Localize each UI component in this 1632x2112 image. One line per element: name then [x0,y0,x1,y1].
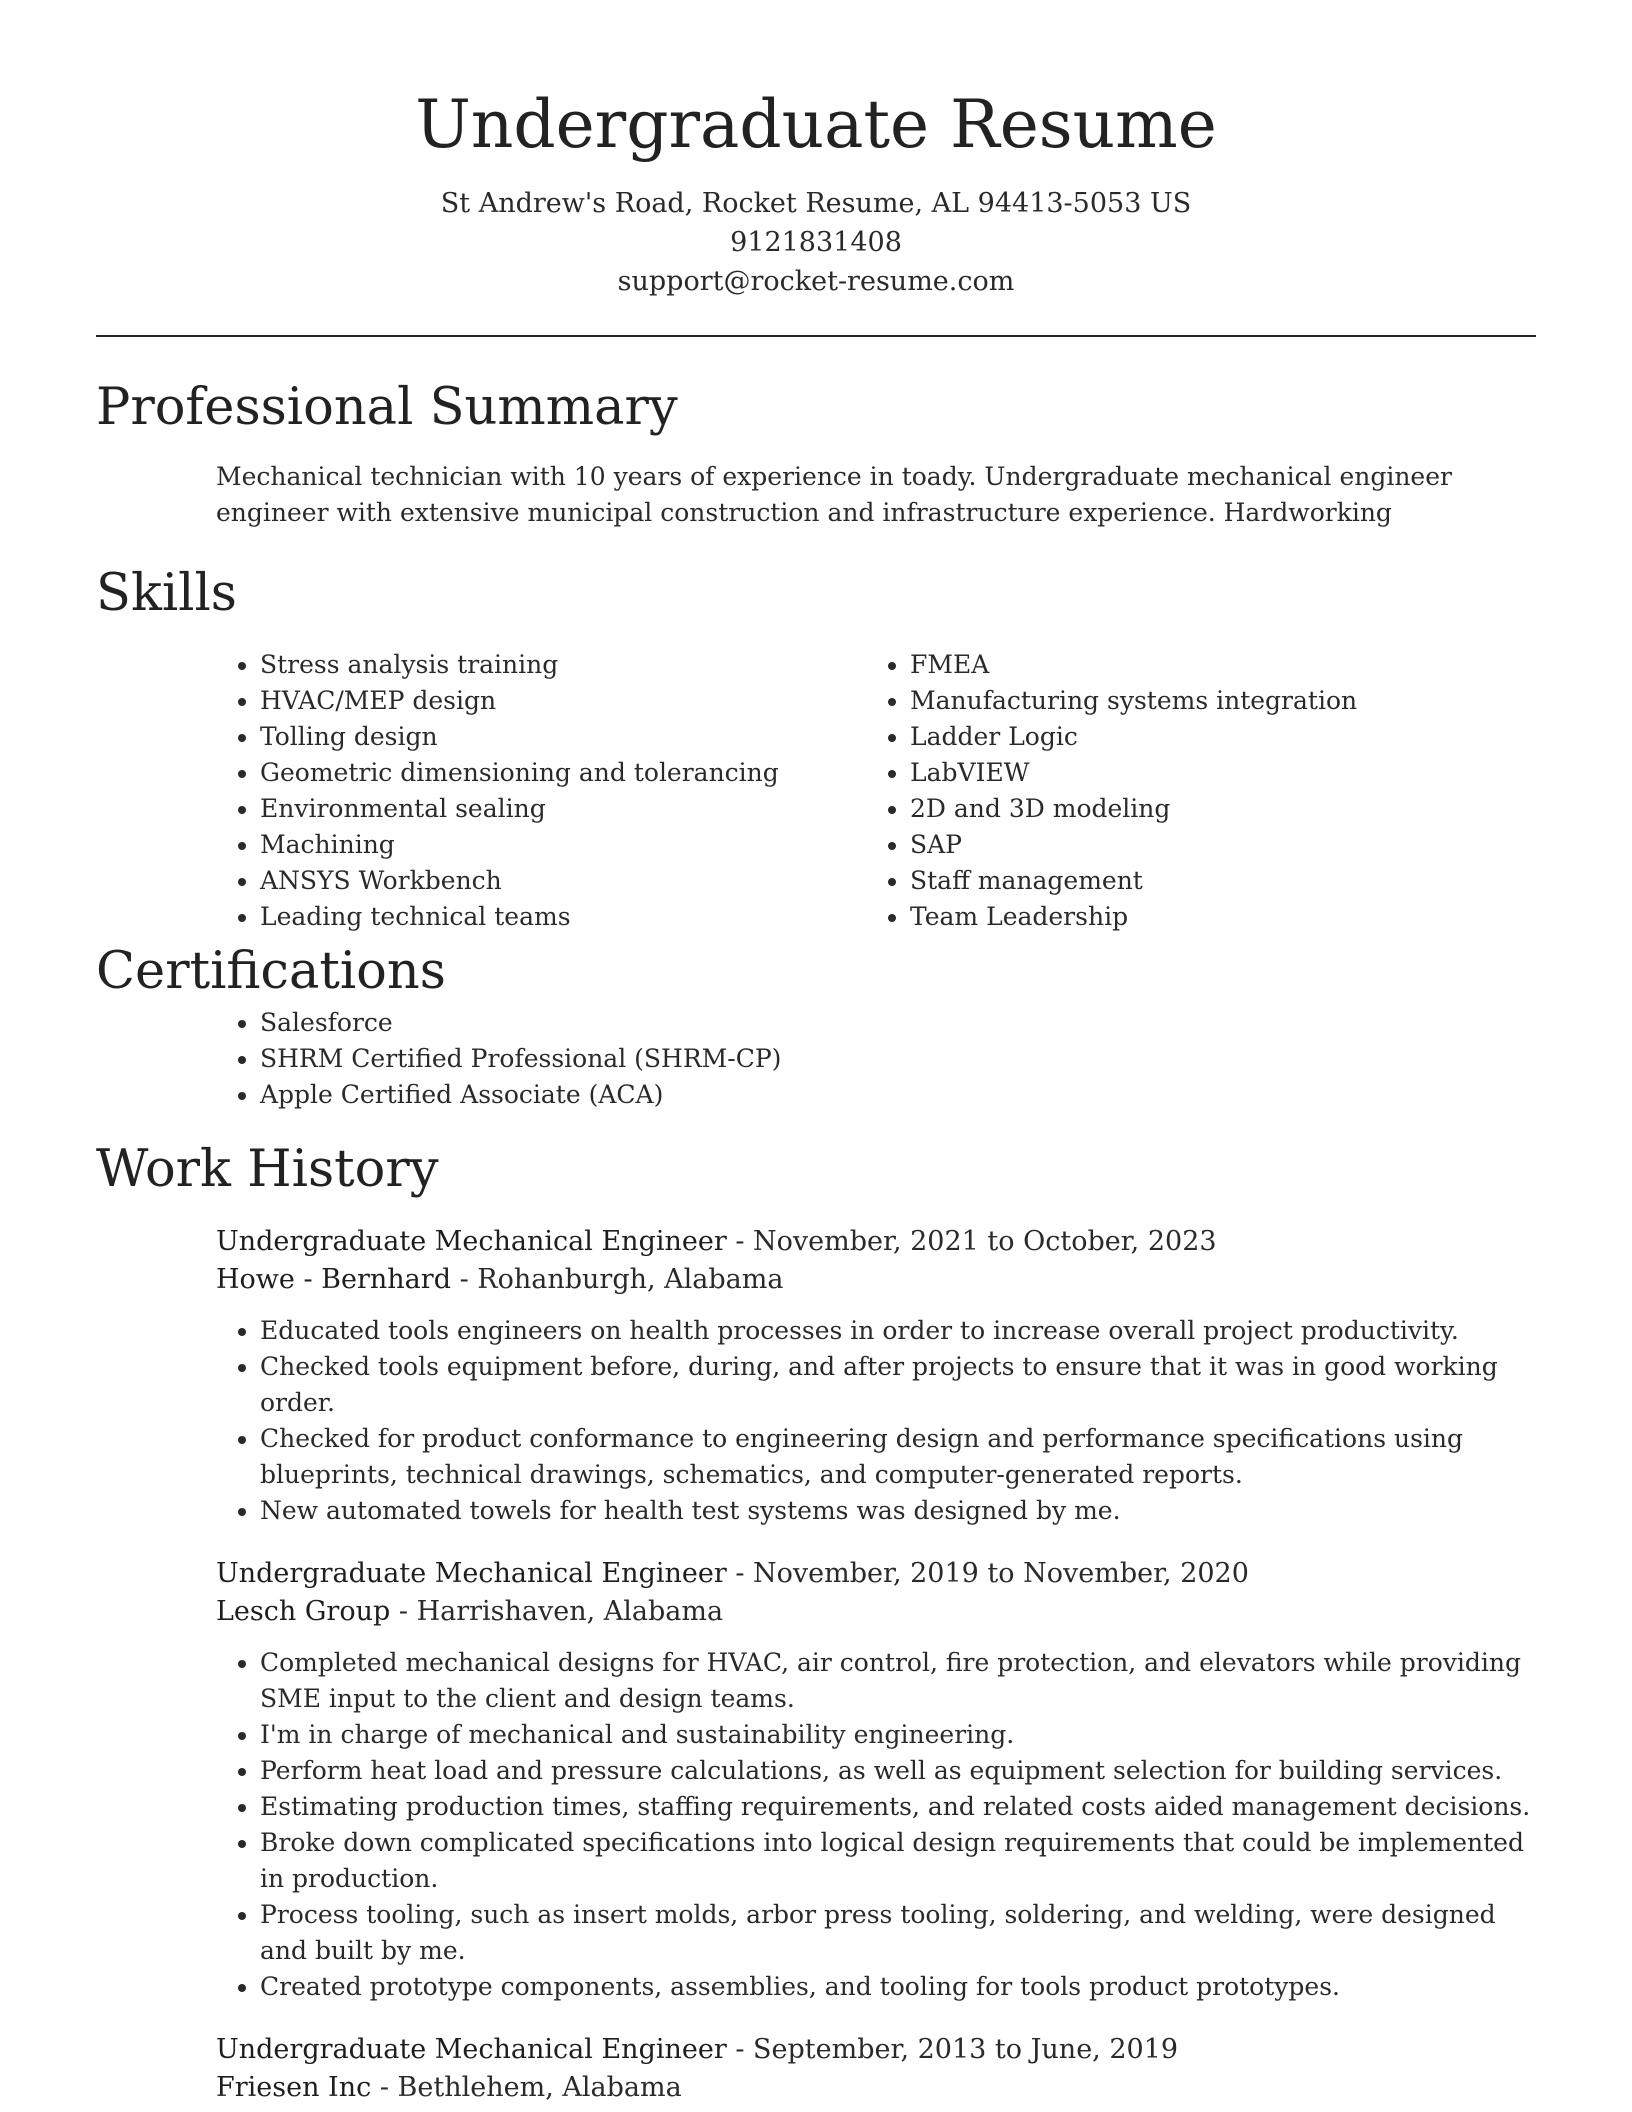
job-role: Undergraduate Mechanical Engineer [216,1226,727,1257]
job-company-line [216,2069,1536,2107]
job-title-line [216,1223,1536,1261]
job-dates: November, 2021 to October, 2023 [753,1226,1217,1257]
job-duty: • Perform heat load and pressure calculations, as well as equipment selection for building services. [260,1753,1536,1789]
job-duty: • Checked tools equipment before, during, and after projects to ensure that it was in good working order. [260,1349,1536,1421]
summary-heading: Professional Summary [96,378,678,437]
skill-item: • Stress analysis training [260,647,779,683]
certification-item: • SHRM Certified Professional (SHRM-CP) [260,1041,1536,1077]
job-company: Howe - Bernhard [216,1264,451,1295]
contact-block [96,184,1536,301]
skill-item: • Manufacturing systems integration [910,683,1357,719]
skill-item: • Tolling design [260,719,779,755]
skill-item: • Leading technical teams [260,899,779,935]
job-company-line [216,1261,1536,1299]
job-role: Undergraduate Mechanical Engineer [216,2034,727,2065]
skill-item: • Geometric dimensioning and tolerancing [260,755,779,791]
job-company: Lesch Group [216,1596,391,1627]
resume-header [96,0,1536,301]
skills-column-right [910,647,1357,935]
job-entry [96,1555,1536,2005]
job-separator: - [390,1596,417,1627]
skills-heading: Skills [96,564,237,623]
job-duties-list [96,1645,1536,2005]
skill-item: • Environmental sealing [260,791,779,827]
job-duty: • Checked for product conformance to engineering design and performance specifications using blueprints, technical drawings, schematics, and computer-generated reports. [260,1421,1536,1493]
job-location: Bethlehem, Alabama [397,2072,682,2103]
summary-text: Mechanical technician with 10 years of experience in toady. Undergraduate mechanical engineer engineer with extensive municipal construction and infrastructure experience. Hardworking [216,462,1452,527]
skill-item: • Ladder Logic [910,719,1357,755]
skill-item: • Team Leadership [910,899,1357,935]
job-separator: - [450,1264,478,1295]
job-dates: September, 2013 to June, 2019 [753,2034,1179,2065]
skill-item: • Staff management [910,863,1357,899]
resume-name: Undergraduate Resume [415,86,1217,163]
job-company-line [216,1593,1536,1631]
job-duty: • Created prototype components, assemblies, and tooling for tools product prototypes. [260,1969,1536,2005]
skills-list [96,647,1536,939]
certification-item: • Apple Certified Associate (ACA) [260,1077,1536,1113]
resume-page [96,0,1536,2107]
job-title-line [216,2031,1536,2069]
header-divider [96,335,1536,337]
skill-item: • LabVIEW [910,755,1357,791]
job-duty: • Broke down complicated specifications into logical design requirements that could be implemented in production. [260,1825,1536,1897]
contact-phone: 9121831408 [730,227,902,258]
skills-column-left [260,647,779,935]
job-duties-list [96,1313,1536,1529]
job-separator: - [726,1558,754,1589]
skill-item: • HVAC/MEP design [260,683,779,719]
job-duty: • New automated towels for health test systems was designed by me. [260,1493,1536,1529]
contact-email: support@rocket-resume.com [617,266,1015,297]
job-dates: November, 2019 to November, 2020 [753,1558,1249,1589]
skill-item: • 2D and 3D modeling [910,791,1357,827]
job-duty: • Educated tools engineers on health processes in order to increase overall project productivity. [260,1313,1536,1349]
skill-item: • SAP [910,827,1357,863]
job-title-line [216,1555,1536,1593]
job-duty: • Estimating production times, staffing requirements, and related costs aided management decisions. [260,1789,1536,1825]
job-entry [96,1223,1536,1529]
job-duty: • I'm in charge of mechanical and sustainability engineering. [260,1717,1536,1753]
job-duty: • Completed mechanical designs for HVAC, air control, fire protection, and elevators while providing SME input to the client and design teams. [260,1645,1536,1717]
job-duty: • Process tooling, such as insert molds, arbor press tooling, soldering, and welding, were designed and built by me. [260,1897,1536,1969]
job-separator: - [726,1226,754,1257]
job-separator: - [371,2072,398,2103]
job-entry [96,2031,1536,2107]
skill-item: • ANSYS Workbench [260,863,779,899]
job-separator: - [726,2034,754,2065]
contact-address: St Andrew's Road, Rocket Resume, AL 94413-5053 US [440,188,1192,219]
job-company: Friesen Inc [216,2072,372,2103]
skill-item: • FMEA [910,647,1357,683]
certifications-heading: Certifications [96,942,446,1001]
work-history-heading: Work History [96,1140,439,1199]
certifications-list [96,1005,1536,1113]
job-role: Undergraduate Mechanical Engineer [216,1558,727,1589]
certification-item: • Salesforce [260,1005,1536,1041]
job-location: Harrishaven, Alabama [416,1596,724,1627]
skill-item: • Machining [260,827,779,863]
job-location: Rohanburgh, Alabama [477,1264,784,1295]
